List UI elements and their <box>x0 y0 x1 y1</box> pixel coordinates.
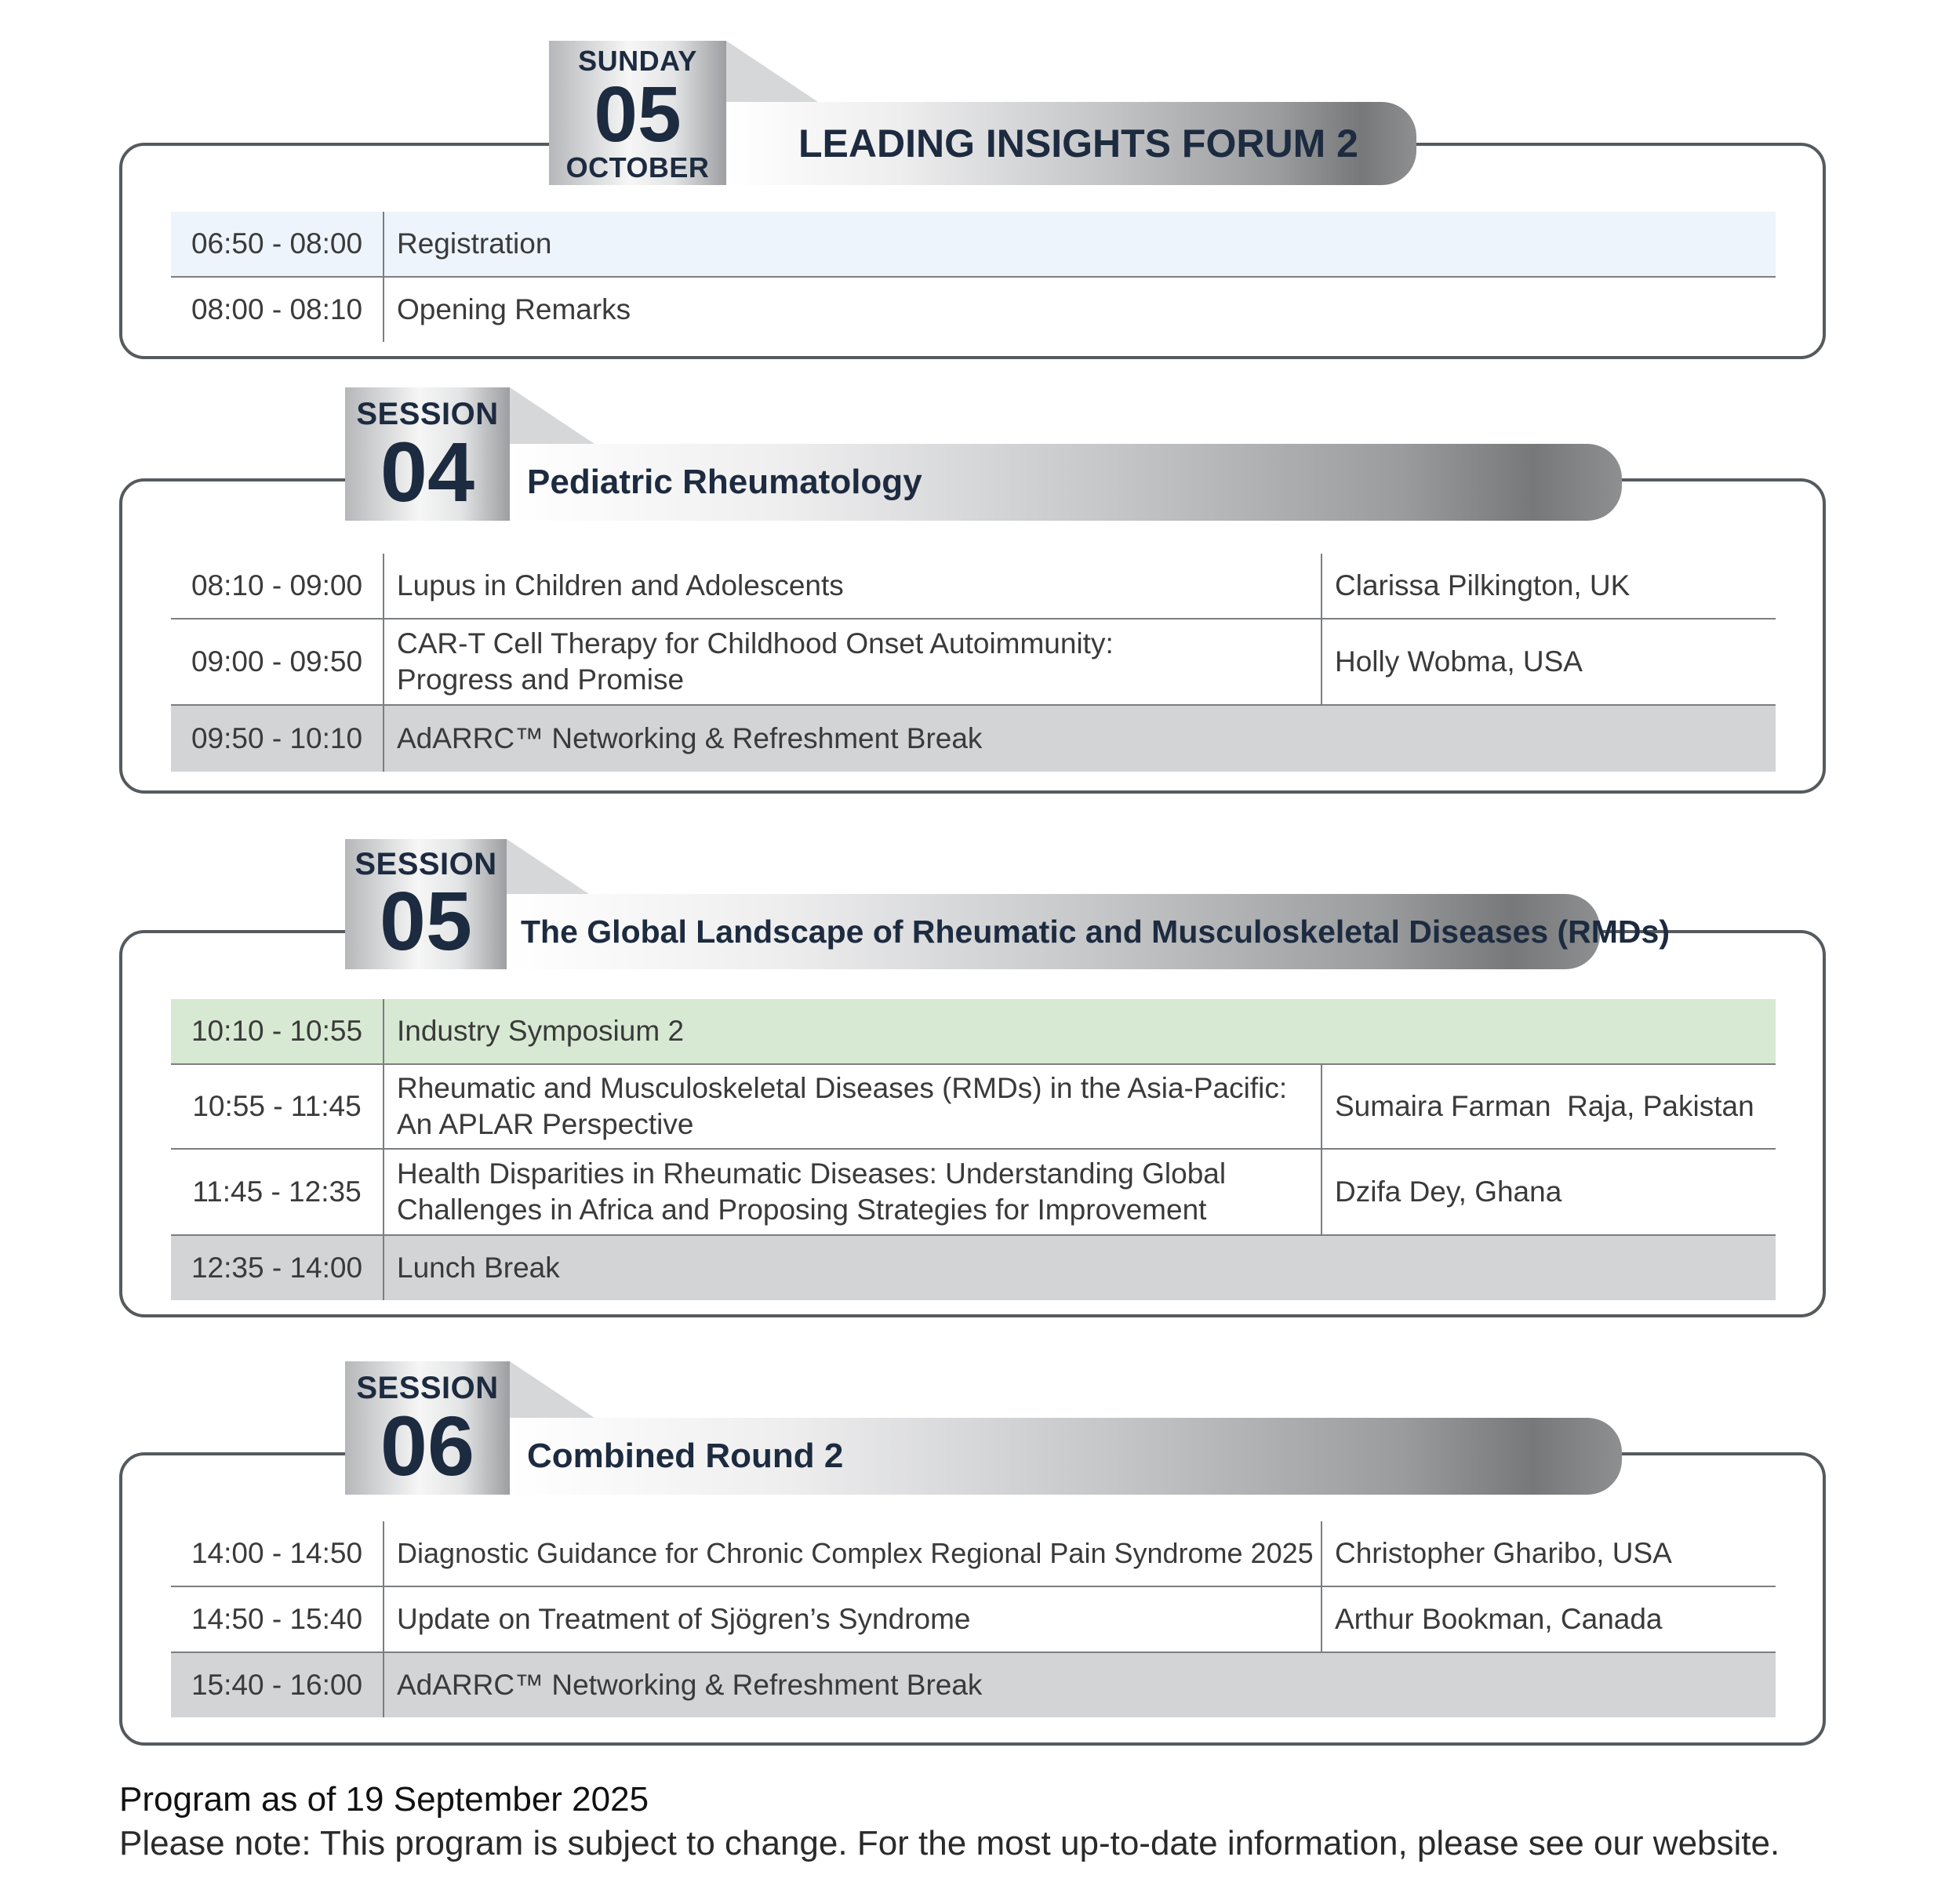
day-title: LEADING INSIGHTS FORUM 2 <box>798 122 1358 165</box>
session-label: SESSION <box>356 1371 499 1405</box>
time-cell: 11:45 - 12:35 <box>171 1150 384 1234</box>
session-number: 05 <box>380 875 472 968</box>
table-row <box>171 212 1776 278</box>
session-tab-fold <box>507 839 601 902</box>
table-row <box>171 620 1776 706</box>
title-cell <box>384 1065 1321 1148</box>
change-notice: Please note: This program is subject to change. For the most up-to-date information, please see our website. <box>119 1824 1780 1862</box>
table-row <box>171 1150 1776 1236</box>
session-tab <box>345 387 510 521</box>
title-cell <box>384 620 1321 704</box>
session-tab-fold <box>510 1361 604 1424</box>
time-cell: 09:00 - 09:50 <box>171 620 384 704</box>
time-cell: 09:50 - 10:10 <box>171 706 384 772</box>
title-cell: Lunch Break <box>397 1252 560 1284</box>
program-date: Program as of 19 September 2025 <box>119 1780 649 1819</box>
session-tab <box>345 839 507 969</box>
session-title: Combined Round 2 <box>527 1437 844 1475</box>
time-cell: 10:10 - 10:55 <box>171 999 384 1063</box>
time-cell: 14:50 - 15:40 <box>171 1587 384 1651</box>
time-cell: 08:00 - 08:10 <box>171 278 384 342</box>
title-cell: AdARRC™ Networking & Refreshment Break <box>397 722 983 754</box>
title-cell: Diagnostic Guidance for Chronic Complex Regional Pain Syndrome 2025 <box>397 1537 1314 1569</box>
session-banner <box>510 444 1622 521</box>
title-line: CAR-T Cell Therapy for Childhood Onset Autoimmunity: <box>397 627 1114 659</box>
title-cell: Registration <box>397 227 552 260</box>
speaker-cell: Sumaira Farman Raja, Pakistan <box>1321 1065 1776 1148</box>
time-cell: 06:50 - 08:00 <box>171 212 384 276</box>
table-row <box>171 1653 1776 1717</box>
table-row <box>171 1587 1776 1653</box>
day-tab-fold <box>726 41 820 104</box>
table-row <box>171 278 1776 342</box>
time-cell: 12:35 - 14:00 <box>171 1236 384 1300</box>
session-number: 04 <box>380 424 475 519</box>
speaker-cell: Dzifa Dey, Ghana <box>1321 1150 1776 1234</box>
session-number: 06 <box>380 1398 475 1493</box>
time-cell: 10:55 - 11:45 <box>171 1065 384 1148</box>
table-row <box>171 706 1776 772</box>
title-cell: Update on Treatment of Sjögren’s Syndrome <box>397 1603 971 1635</box>
title-line: An APLAR Perspective <box>397 1108 694 1140</box>
weekday: SUNDAY <box>578 45 697 77</box>
session-banner <box>510 1418 1622 1495</box>
session-banner <box>507 894 1670 969</box>
time-cell: 15:40 - 16:00 <box>171 1653 384 1717</box>
session-tab-fold <box>510 387 604 450</box>
table-row <box>171 554 1776 620</box>
title-line: Progress and Promise <box>397 663 685 696</box>
title-line: Rheumatic and Musculoskeletal Diseases (RMDs) in the Asia-Pacific: <box>397 1072 1288 1104</box>
speaker-cell: Holly Wobma, USA <box>1321 620 1776 704</box>
speaker-cell: Christopher Gharibo, USA <box>1321 1521 1776 1586</box>
session-title: Pediatric Rheumatology <box>527 463 922 501</box>
title-cell: Lupus in Children and Adolescents <box>397 569 844 601</box>
title-cell: AdARRC™ Networking & Refreshment Break <box>397 1669 983 1701</box>
day-number: 05 <box>594 71 682 158</box>
day-banner <box>726 102 1416 185</box>
title-cell <box>384 1150 1321 1234</box>
table-row <box>171 1236 1776 1300</box>
table-row <box>171 1521 1776 1587</box>
title-cell: Opening Remarks <box>397 293 631 325</box>
time-cell: 14:00 - 14:50 <box>171 1521 384 1586</box>
title-line: Health Disparities in Rheumatic Diseases: Understanding Global <box>397 1157 1227 1190</box>
session-tab <box>345 1361 510 1495</box>
session-title: The Global Landscape of Rheumatic and Musculoskeletal Diseases (RMDs) <box>521 913 1670 950</box>
speaker-cell: Arthur Bookman, Canada <box>1321 1587 1776 1651</box>
month: OCTOBER <box>565 151 710 183</box>
title-cell: Industry Symposium 2 <box>397 1015 685 1047</box>
session-label: SESSION <box>356 397 499 431</box>
speaker-cell: Clarissa Pilkington, UK <box>1321 554 1776 618</box>
date-tab <box>549 41 726 185</box>
table-row <box>171 999 1776 1065</box>
title-line: Challenges in Africa and Proposing Strategies for Improvement <box>397 1194 1207 1226</box>
time-cell: 08:10 - 09:00 <box>171 554 384 618</box>
table-row <box>171 1065 1776 1150</box>
session-label: SESSION <box>354 847 497 881</box>
